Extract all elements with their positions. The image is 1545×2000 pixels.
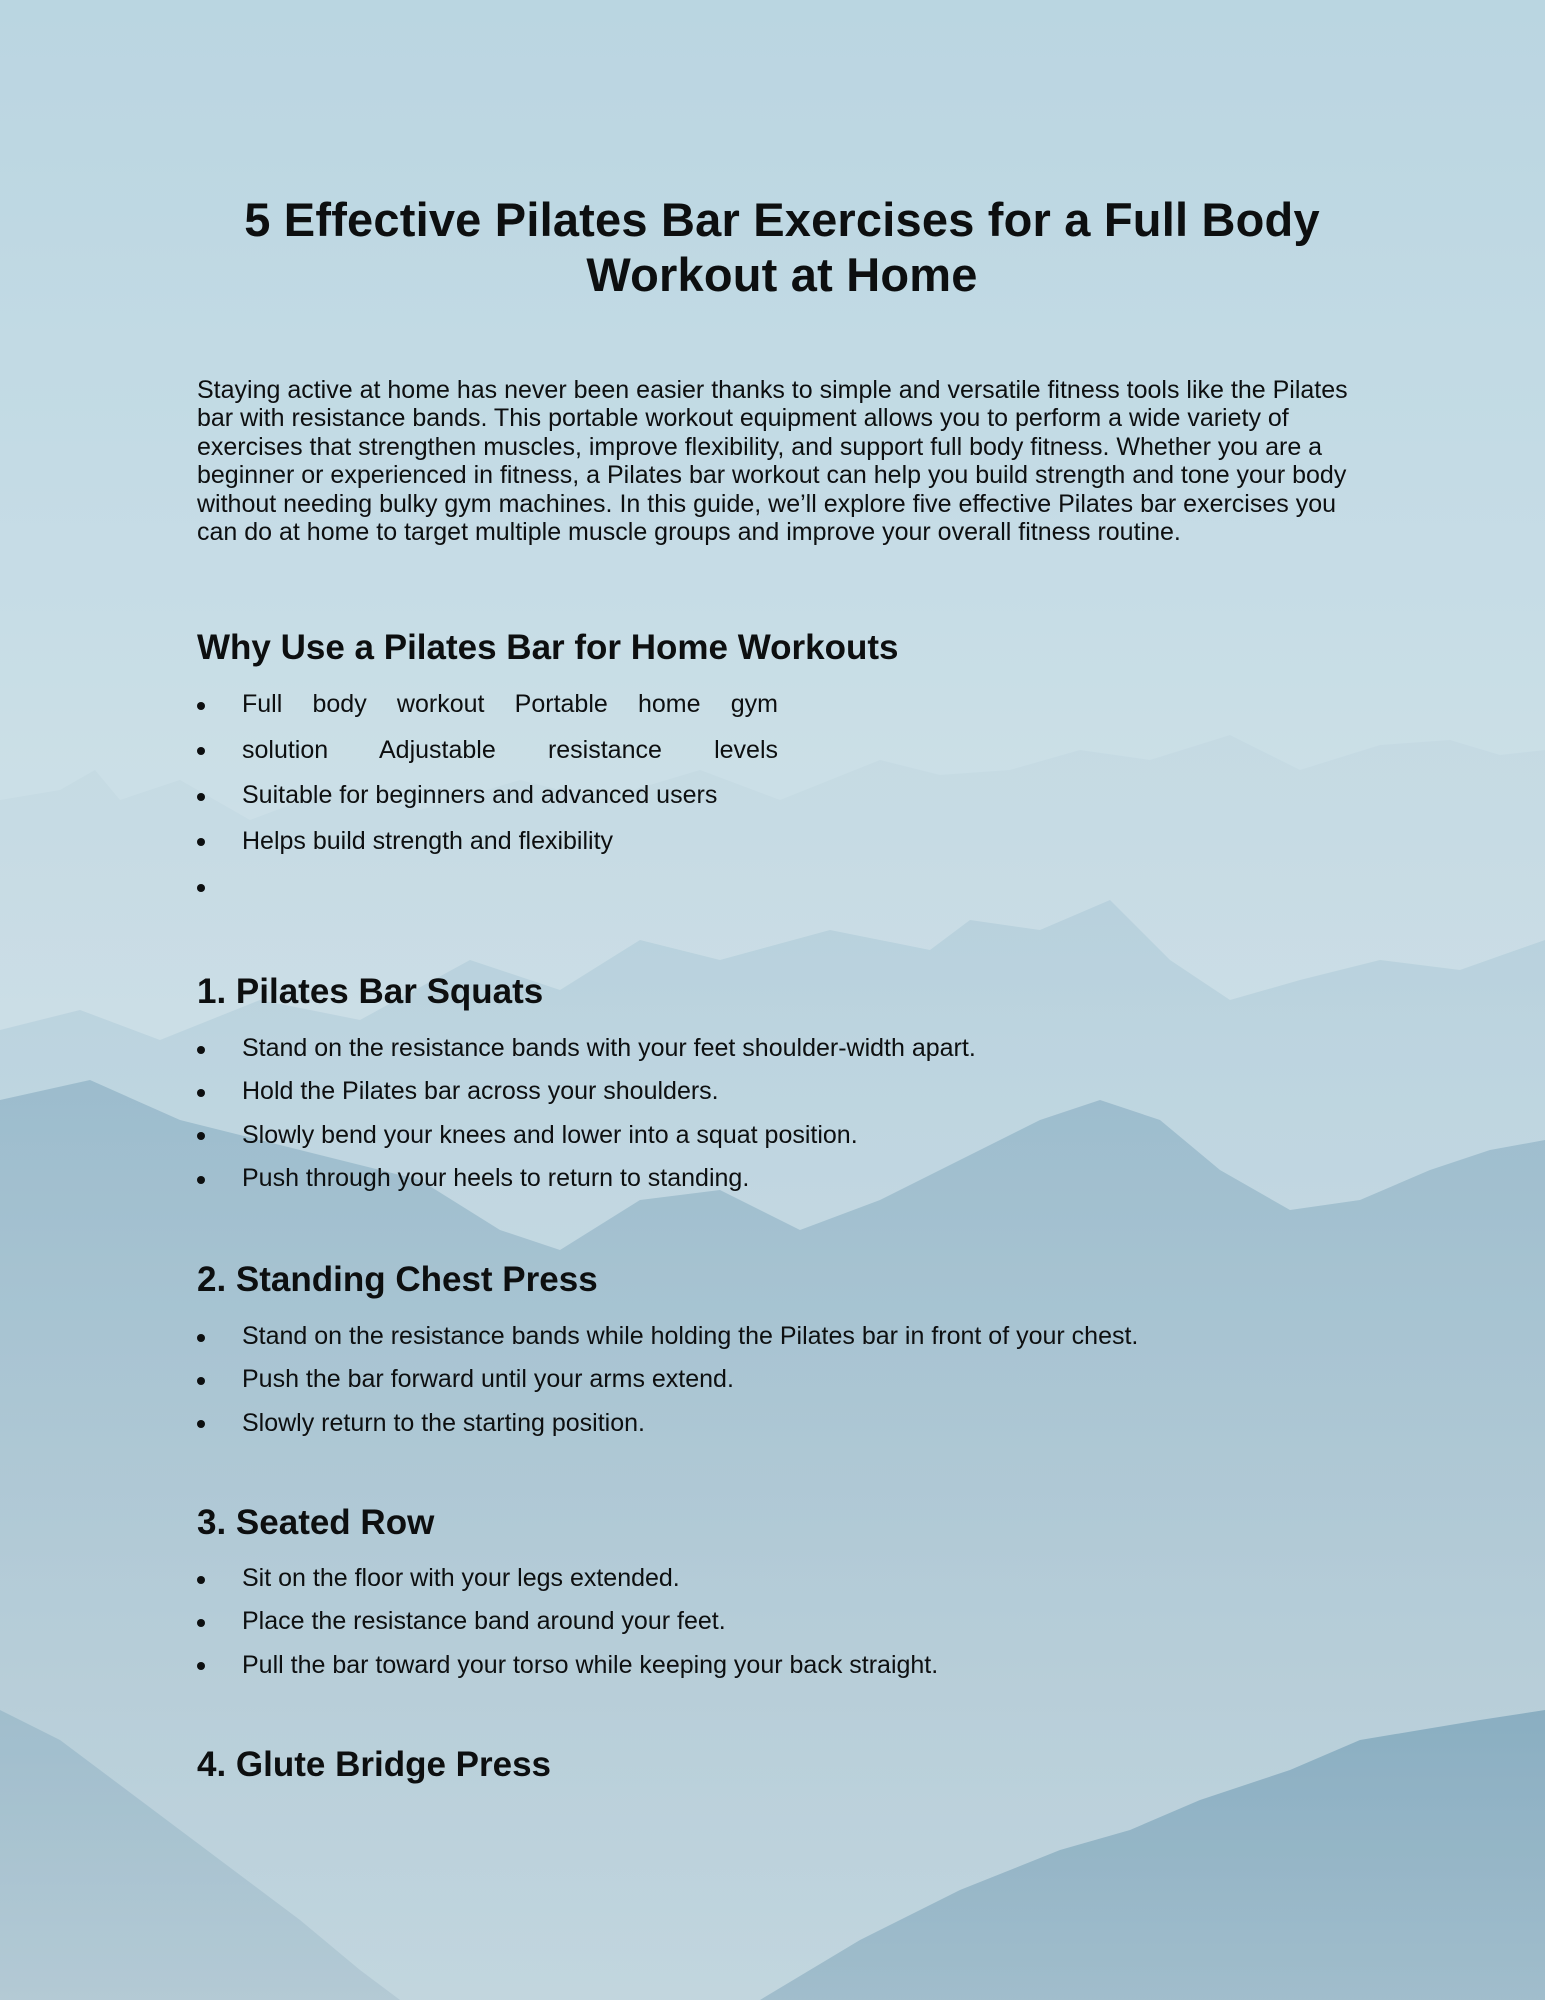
- list-item: Push through your heels to return to standing.: [197, 1157, 976, 1200]
- list-item: Stand on the resistance bands while holding the Pilates bar in front of your chest.: [197, 1315, 1138, 1358]
- exercise-3-steps: [197, 1557, 938, 1687]
- list-item: Helps build strength and flexibility: [197, 819, 778, 865]
- why-list: [197, 682, 778, 910]
- exercise-3-heading: 3. Seated Row: [197, 1503, 435, 1542]
- list-item: Hold the Pilates bar across your shoulders.: [197, 1070, 976, 1113]
- exercise-2-heading: 2. Standing Chest Press: [197, 1260, 598, 1299]
- list-item: Slowly return to the starting position.: [197, 1402, 1138, 1445]
- list-item: Push the bar forward until your arms extend.: [197, 1358, 1138, 1401]
- document-title: 5 Effective Pilates Bar Exercises for a Full Body Workout at Home: [244, 193, 1320, 301]
- list-item: Pull the bar toward your torso while keeping your back straight.: [197, 1644, 938, 1687]
- exercise-2-steps: [197, 1315, 1138, 1445]
- list-item: Slowly bend your knees and lower into a squat position.: [197, 1114, 976, 1157]
- exercise-4-heading: 4. Glute Bridge Press: [197, 1745, 552, 1784]
- list-item: solution Adjustable resistance levels: [197, 728, 778, 774]
- why-heading: Why Use a Pilates Bar for Home Workouts: [197, 628, 899, 667]
- list-item: Full body workout Portable home gym: [197, 682, 778, 728]
- list-item: Suitable for beginners and advanced users: [197, 773, 778, 819]
- list-item: Sit on the floor with your legs extended.: [197, 1557, 938, 1600]
- list-item: Place the resistance band around your feet.: [197, 1600, 938, 1643]
- exercise-1-steps: [197, 1027, 976, 1200]
- list-item: Stand on the resistance bands with your feet shoulder-width apart.: [197, 1027, 976, 1070]
- exercise-1-heading: 1. Pilates Bar Squats: [197, 972, 544, 1011]
- intro-paragraph: Staying active at home has never been easier thanks to simple and versatile fitness tools like the Pilates bar with resistance bands. This portable workout equipment allows you to perform a wide variety of exercises that strengthen muscles, improve flexibility, and support full body fitness. Whether you are a beginner or experienced in fitness, a Pilates bar workout can help you build strength and tone your body without needing bulky gym machines. In this guide, we’ll explore five effective Pilates bar exercises you can do at home to target multiple muscle groups and improve your overall fitness routine.: [197, 376, 1348, 547]
- list-item: [197, 864, 778, 910]
